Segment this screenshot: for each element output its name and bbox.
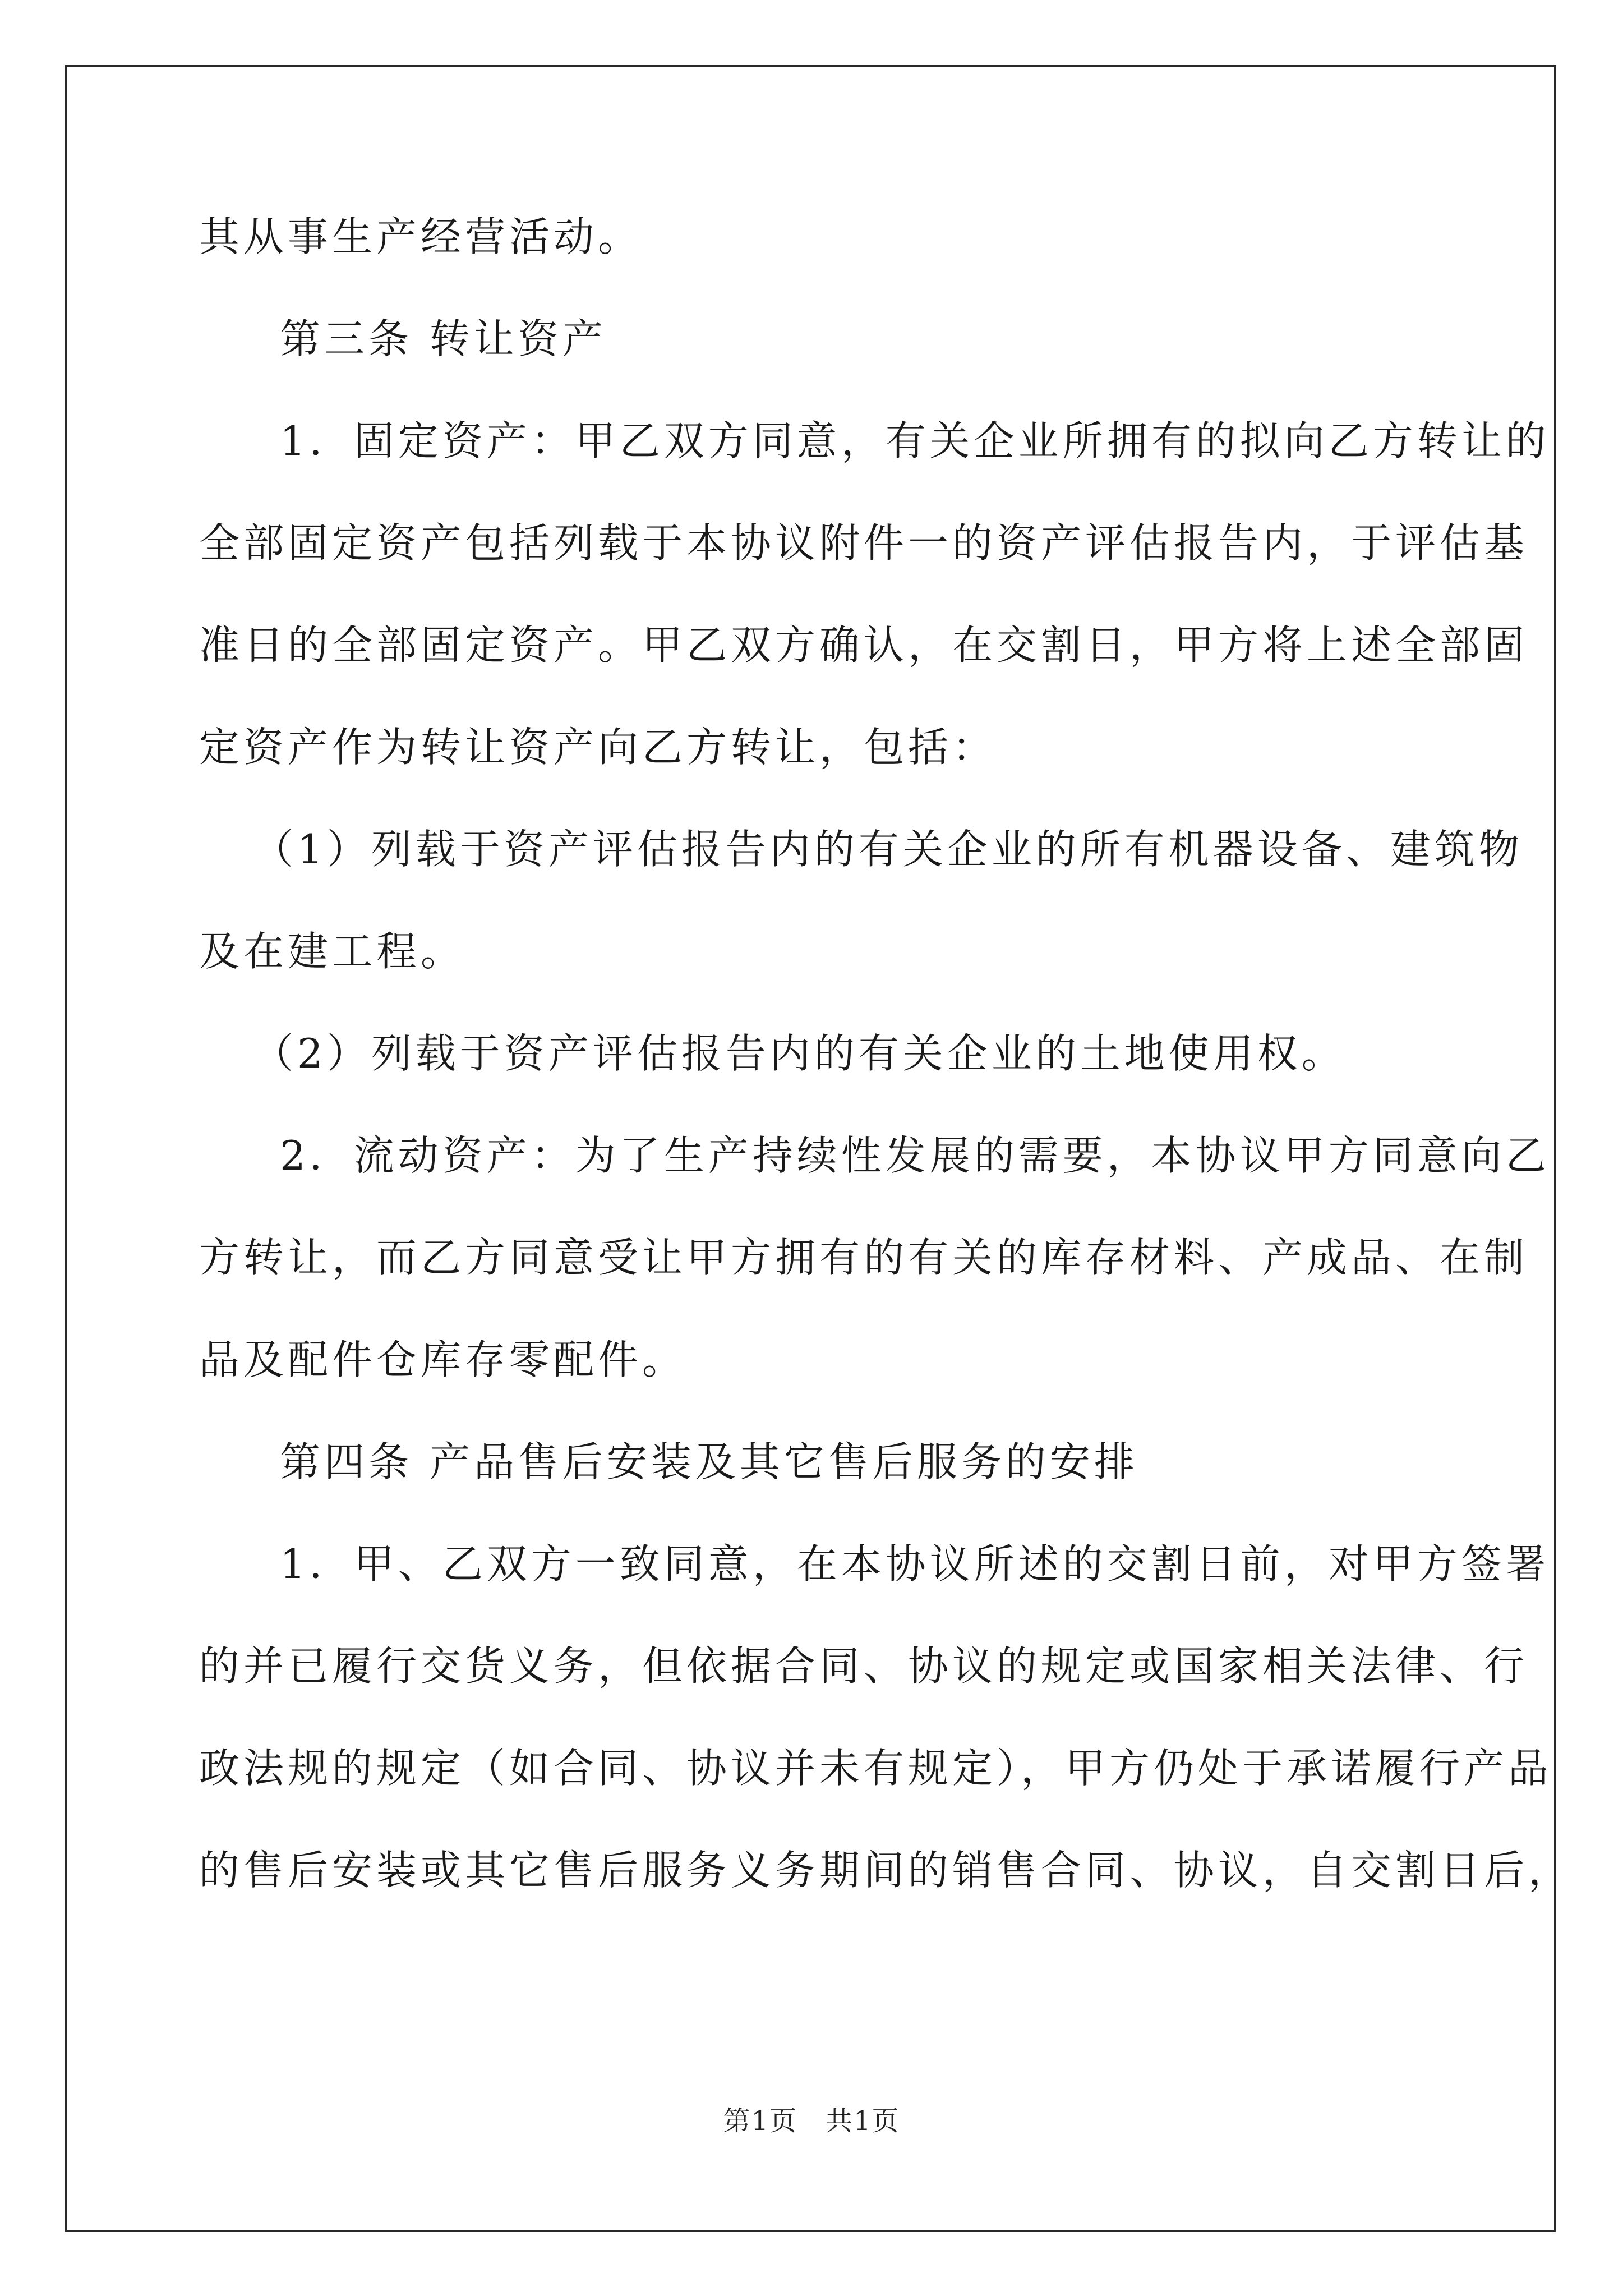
text-line: 方转让，而乙方同意受让甲方拥有的有关的库存材料、产成品、在制 xyxy=(199,1234,1529,1281)
text-line: 1．固定资产：甲乙双方同意，有关企业所拥有的拟向乙方转让的 xyxy=(280,417,1550,464)
page-footer: 第1页 共1页 xyxy=(723,2105,900,2137)
text-line: 的售后安装或其它售后服务义务期间的销售合同、协议，自交割日后， xyxy=(199,1847,1573,1894)
text-line: （1）列载于资产评估报告内的有关企业的所有机器设备、建筑物 xyxy=(253,826,1523,873)
text-line: 1．甲、乙双方一致同意，在本协议所述的交割日前，对甲方签署 xyxy=(280,1540,1550,1588)
text-line: 品及配件仓库存零配件。 xyxy=(199,1336,687,1383)
text-line: 的并已履行交货义务，但依据合同、协议的规定或国家相关法律、行 xyxy=(199,1642,1529,1690)
text-line: 其从事生产经营活动。 xyxy=(199,213,643,260)
text-line: （2）列载于资产评估报告内的有关企业的土地使用权。 xyxy=(253,1030,1346,1077)
text-line: 准日的全部固定资产。甲乙双方确认，在交割日，甲方将上述全部固 xyxy=(199,622,1529,669)
text-line: 全部固定资产包括列载于本协议附件一的资产评估报告内，于评估基 xyxy=(199,519,1529,567)
section-heading: 第四条 产品售后安装及其它售后服务的安排 xyxy=(280,1438,1138,1485)
text-line: 定资产作为转让资产向乙方转让，包括： xyxy=(199,724,997,771)
text-line: 2．流动资产：为了生产持续性发展的需要，本协议甲方同意向乙 xyxy=(280,1132,1550,1179)
text-line: 及在建工程。 xyxy=(199,928,465,975)
section-heading: 第三条 转让资产 xyxy=(280,315,607,362)
text-line: 政法规的规定（如合同、协议并未有规定），甲方仍处于承诺履行产品 xyxy=(199,1745,1553,1792)
